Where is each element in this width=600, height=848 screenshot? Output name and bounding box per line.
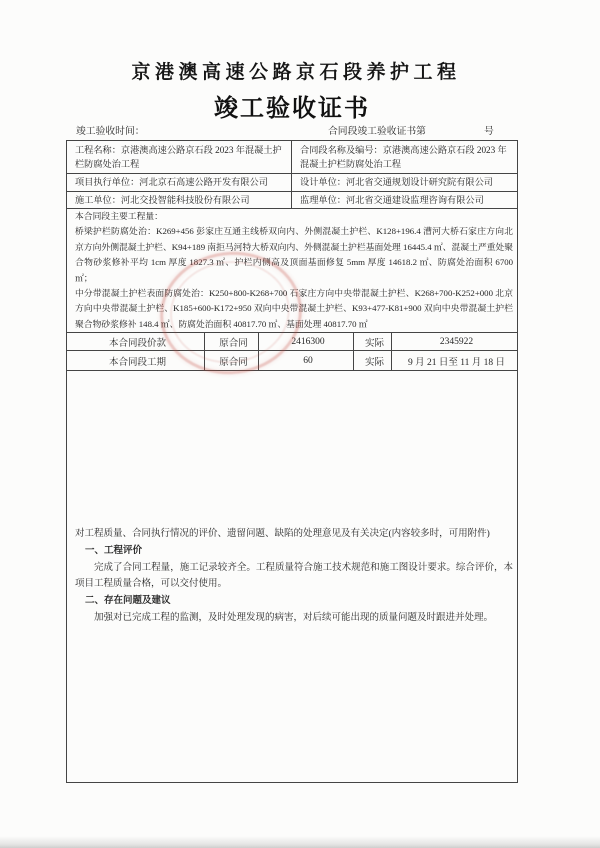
table-row (67, 192, 518, 209)
median-quantities-paragraph: 中分带混凝土护栏表面防腐处治：K250+800-K268+700 石家庄方向中央带混凝土护栏、K268+700-K252+000 北京方向中央带混凝土护栏、K185+600-K172+950 双向中央带混凝土护栏、K93+477-K81+900 双向中央带混凝土护栏聚合物砂浆修补 148.4 ㎡、防腐处治面积 40817.70 ㎡、基面处理 40817.70 ㎡ (75, 288, 514, 329)
main-quantities-cell (67, 209, 518, 333)
cert-number-prefix: 合同段竣工验收证书第 (328, 126, 426, 137)
evaluation-cell (67, 371, 518, 783)
price-orig-label-cell: 原合同 (205, 333, 259, 351)
table-row (67, 174, 518, 192)
evaluation-section2-title: 二、存在问题及建议 (85, 596, 171, 607)
table-row (67, 351, 518, 371)
duration-label-cell: 本合同段工期 (67, 351, 205, 371)
price-actual-value-cell: 2345922 (392, 333, 518, 351)
table-row (67, 209, 518, 333)
meta-row (0, 123, 600, 138)
acceptance-form-table (66, 140, 518, 783)
table-row (67, 371, 518, 783)
design-unit-cell: 设计单位：河北省交通规划设计研究院有限公司 (292, 174, 518, 192)
acceptance-time-label: 竣工验收时间： (76, 126, 145, 137)
evaluation-intro: 对工程质量、合同执行情况的评价、遗留问题、缺陷的处理意见及有关决定(内容较多时，可用附件) (75, 529, 490, 540)
price-orig-value-cell: 2416300 (259, 333, 354, 351)
evaluation-section2-body: 加强对已完成工程的监测，及时处理发现的病害，对后续可能出现的质量问题及时跟进并处理。 (94, 613, 494, 624)
evaluation-section1-body: 完成了合同工程量，施工记录较齐全。工程质量符合施工技术规范和施工图设计要求。综合评价，本项目工程质量合格，可以交付使用。 (75, 563, 514, 590)
duration-orig-value-cell: 60 (259, 351, 354, 371)
table-row (67, 333, 518, 351)
executing-unit-cell: 项目执行单位：河北京石高速公路开发有限公司 (67, 174, 292, 192)
evaluation-section1-title: 一、工程评价 (85, 546, 143, 557)
cert-number-suffix: 号 (484, 126, 494, 137)
construction-unit-cell: 施工单位：河北交投智能科技股份有限公司 (67, 192, 292, 209)
duration-actual-value-cell: 9 月 21 日至 11 月 18 日 (392, 351, 518, 371)
duration-actual-label-cell: 实际 (354, 351, 392, 371)
supervision-unit-cell: 监理单位：河北省交通建设监理咨询有限公司 (292, 192, 518, 209)
table-row (67, 141, 518, 174)
contract-section-cell: 合同段名称及编号：京港澳高速公路京石段 2023 年混凝土护栏防腐处治工程 (292, 141, 518, 174)
page-bottom-shadow (0, 836, 600, 848)
project-name-cell: 工程名称：京港澳高速公路京石段 2023 年混凝土护栏防腐处治工程 (67, 141, 292, 174)
price-label-cell: 本合同段价款 (67, 333, 205, 351)
duration-orig-label-cell: 原合同 (205, 351, 259, 371)
price-actual-label-cell: 实际 (354, 333, 392, 351)
document-title: 竣工验收证书 (214, 96, 370, 122)
quantities-heading: 本合同段主要工程量： (75, 211, 163, 221)
project-title: 京港澳高速公路京石段养护工程 (131, 62, 461, 83)
bridge-quantities-paragraph: 桥梁护栏防腐处治：K269+456 彭家庄互通主线桥双向内、外侧混凝土护栏、K128+196.4 漕河大桥石家庄方向北京方向外侧混凝土护栏、K94+189 南拒马河特大桥双向内、外侧混凝土护栏基面处理 16445.4 ㎡、混凝土严重处聚合物砂浆修补平均 1cm 厚度 1827.3 ㎡、护栏内侧高及顶面基面修复 5mm 厚度 14618.2 ㎡、防腐处治面积 6700 ㎡； (75, 226, 514, 283)
